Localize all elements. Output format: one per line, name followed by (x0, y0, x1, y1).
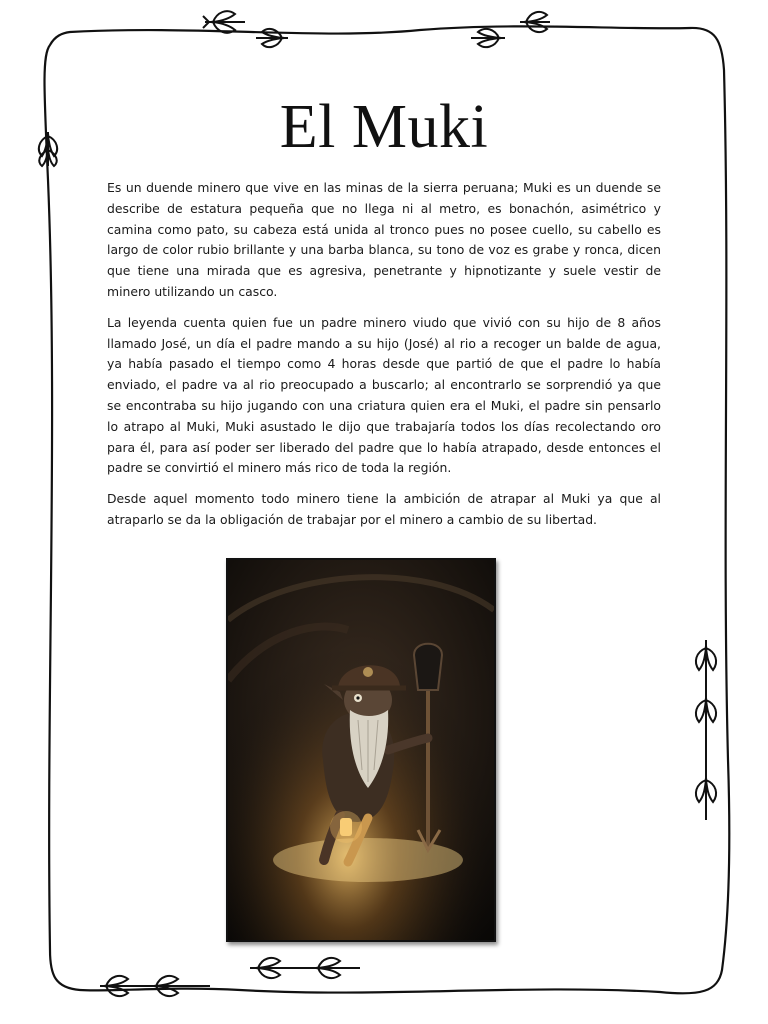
top-right-sprig-2 (471, 29, 505, 47)
page-title: El Muki (279, 93, 489, 161)
bottom-center-sprig (250, 958, 360, 978)
body-text (107, 178, 661, 541)
muki-illustration (226, 558, 496, 942)
paragraph-legend: La leyenda cuenta quien fue un padre minero viudo que vivió con su hijo de 8 años llamado José, un día el padre mando a su hijo (José) al rio a recoger un balde de agua, ya había pasado el tiempo como 4 horas desde que partió de que el padre lo había enviado, el padre va al rio preocupado a buscarlo; al encontrarlo se sorprendió ya que se encontraba su hijo jugando con una criatura quien era el Muki, el padre sin pensarlo lo atrapo al Muki, Muki asustado le dijo que trabajaría todos los días recolectando oro para él, para así poder ser liberado del padre que lo había atrapado, desde entonces el padre se convirtió el minero más rico de toda la región. (107, 314, 661, 476)
bottom-left-sprig (100, 976, 210, 996)
muki-goblin-icon (228, 560, 494, 940)
paragraph-conclusion: Desde aquel momento todo minero tiene la ambición de atrapar al Muki ya que al atraparlo se da la obligación de trabajar por el minero a cambio de su libertad. (107, 491, 661, 527)
right-sprig-1 (696, 640, 716, 820)
paragraph-description: Es un duende minero que vive en las minas de la sierra peruana; Muki es un duende se describe de estatura pequeña que no llega ni al metro, es bonachón, asimétrico y camina como pato, su cabeza está unida al tronco pues no posee cuello, su cabello es largo de color rubio brillante y una barba blanca, su tono de voz es grabe y ronca, dicen que tiene una mirada que es agresiva, penetrante y hipnotizante y suele vestir de minero utilizando un casco. (107, 180, 661, 299)
top-right-sprig (520, 12, 550, 32)
top-left-sprig (203, 11, 245, 33)
